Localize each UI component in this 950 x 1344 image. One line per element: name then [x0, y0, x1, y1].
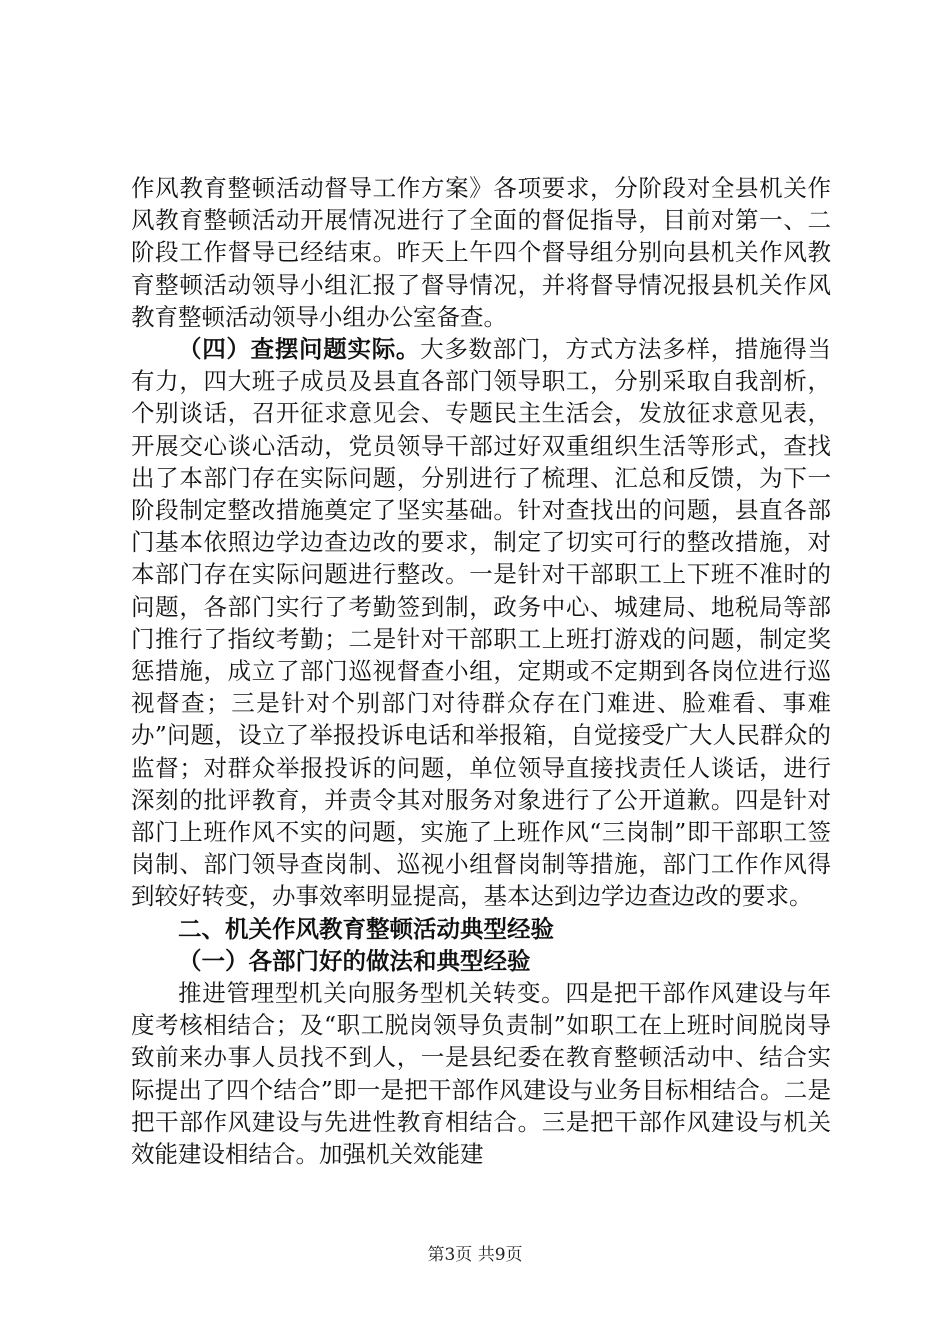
paragraph-experience: 推进管理型机关向服务型机关转变。四是把干部作风建设与年度考核相结合；及“职工脱岗领导负责制”如职工在上班时间脱岗导致前来办事人员找不到人，一是县纪委在教育整顿活动中、结合实际提出了四个结合”即一是把干部作风建设与业务目标相结合。二是把干部作风建设与先进性教育相结合。三是把干部作风建设与机关效能建设相结合。加强机关效能建: [131, 979, 831, 1169]
document-body: [131, 172, 831, 1170]
paragraph-continued: 作风教育整顿活动督导工作方案》各项要求，分阶段对全县机关作风教育整顿活动开展情况进行了全面的督促指导，目前对第一、二阶段工作督导已经结束。昨天上午四个督导组分别向县机关作风教育整顿活动领导小组汇报了督导情况，并将督导情况报县机关作风教育整顿活动领导小组办公室备查。: [131, 174, 831, 331]
subsection-heading: （一）各部门好的做法和典型经验: [178, 946, 531, 975]
section-heading: 二、机关作风教育整顿活动典型经验: [178, 914, 554, 943]
paragraph-section-four: [131, 333, 831, 913]
paragraph-body: 大多数部门，方式方法多样，措施得当有力，四大班子成员及县直各部门领导职工，分别采取自我剖析，个别谈话，召开征求意见会、专题民主生活会，发放征求意见表，开展交心谈心活动，党员领导干部过好双重组织生活等形式，查找出了本部门存在实际问题，分别进行了梳理、汇总和反馈，为下一阶段制定整改措施奠定了坚实基础。针对查找出的问题，县直各部门基本依照边学边查边改的要求，制定了切实可行的整改措施，对本部门存在实际问题进行整改。一是针对干部职工上下班不准时的问题，各部门实行了考勤签到制，政务中心、城建局、地税局等部门推行了指纹考勤；二是针对干部职工上班打游戏的问题，制定奖惩措施，成立了部门巡视督查小组，定期或不定期到各岗位进行巡视督查；三是针对个别部门对待群众存在门难进、脸难看、事难办”问题，设立了举报投诉电话和举报箱，自觉接受广大人民群众的监督；对群众举报投诉的问题，单位领导直接找责任人谈话，进行深刻的批评教育，并责令其对服务对象进行了公开道歉。四是针对部门上班作风不实的问题，实施了上班作风“三岗制”即干部职工签岗制、部门领导查岗制、巡视小组督岗制等措施，部门工作作风得到较好转变，办事效率明显提高，基本达到边学边查边改的要求。: [131, 335, 832, 911]
page-number-footer: 第3页 共9页: [427, 1245, 523, 1265]
paragraph-lead-heading: （四）查摆问题实际。: [178, 335, 421, 364]
